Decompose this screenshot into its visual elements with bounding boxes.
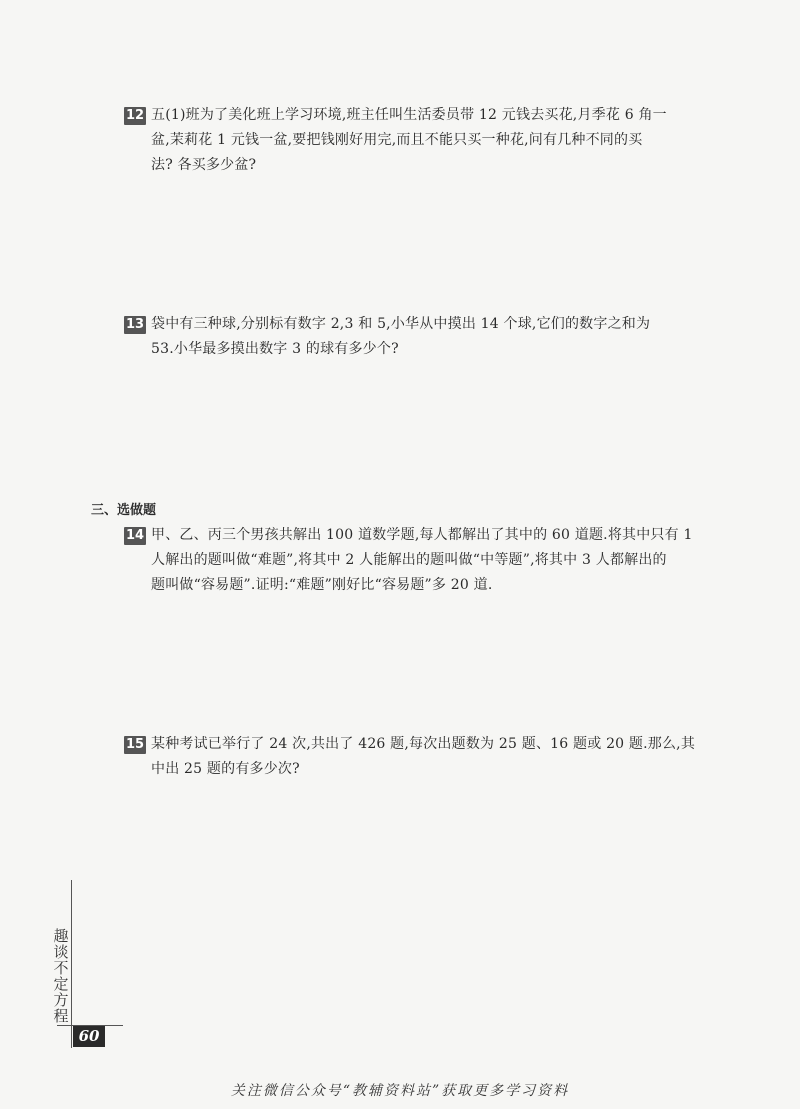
problem-line: 五(1)班为了美化班上学习环境,班主任叫生活委员带 12 元钱去买花,月季花 6 角一 xyxy=(151,107,667,123)
problem-13 xyxy=(124,312,724,362)
page-number: 60 xyxy=(73,1026,105,1047)
problem-number-badge: 15 xyxy=(125,737,145,752)
problem-line: 某种考试已举行了 24 次,共出了 426 题,每次出题数为 25 题、16 题或 20 题.那么,其 xyxy=(151,736,696,752)
problem-number-badge: 13 xyxy=(125,317,145,332)
footer-note: 关注微信公众号“教辅资料站”获取更多学习资料 xyxy=(230,1083,570,1099)
problem-12 xyxy=(124,103,724,178)
problem-number-badge: 14 xyxy=(125,528,145,543)
problem-line: 袋中有三种球,分别标有数字 2,3 和 5,小华从中摸出 14 个球,它们的数字之和为 xyxy=(151,316,651,332)
problem-line: 题叫做“容易题”.证明:“难题”刚好比“容易题”多 20 道. xyxy=(151,577,493,593)
problem-14 xyxy=(124,523,724,598)
problem-line: 53.小华最多摸出数字 3 的球有多少个? xyxy=(151,341,399,357)
problem-line: 盆,茉莉花 1 元钱一盆,要把钱刚好用完,而且不能只买一种花,问有几种不同的买 xyxy=(151,132,643,148)
problem-line: 甲、乙、丙三个男孩共解出 100 道数学题,每人都解出了其中的 60 道题.将其中只有 1 xyxy=(151,527,693,543)
problem-text xyxy=(151,312,724,362)
problem-text xyxy=(151,523,724,598)
problem-15 xyxy=(124,732,724,782)
problem-text xyxy=(151,732,724,782)
problem-text xyxy=(151,103,724,178)
problem-line: 中出 25 题的有多少次? xyxy=(151,761,300,777)
chapter-side-title: 趣谈不定方程 xyxy=(53,927,69,1025)
problem-line: 法? 各买多少盆? xyxy=(151,157,257,173)
side-rule-vertical xyxy=(71,880,72,1048)
problem-number-badge: 12 xyxy=(125,108,145,123)
section-heading: 三、选做题 xyxy=(91,503,157,518)
problem-line: 人解出的题叫做“难题”,将其中 2 人能解出的题叫做“中等题”,将其中 3 人都解出的 xyxy=(151,552,667,568)
